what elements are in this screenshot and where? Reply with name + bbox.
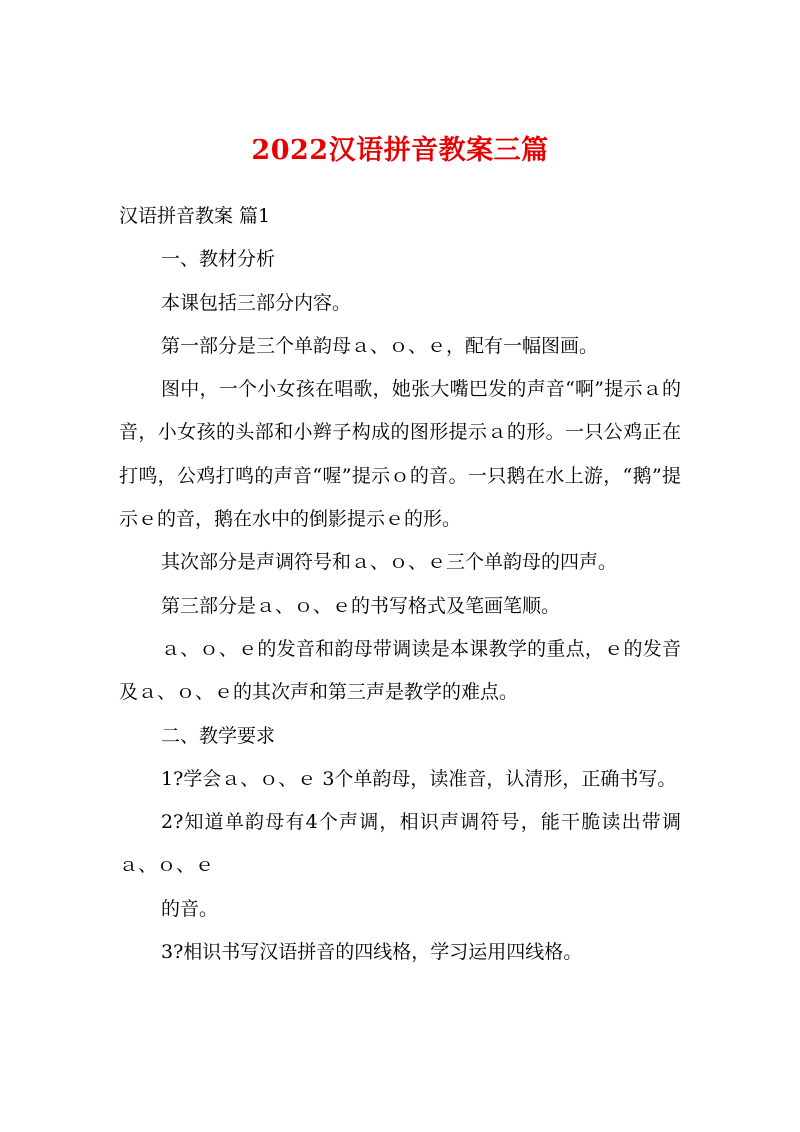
subsection-heading: 一、教材分析 [161,248,276,271]
section-heading: 汉语拼音教案 篇1 [119,205,271,227]
paragraph: 第三部分是ａ、ｏ、ｅ的书写格式及笔画笔顺。 [161,594,561,617]
paragraph: 的音。 [161,897,219,920]
list-item: 1?学会ａ、ｏ、ｅ 3个单韵母，读准音，认清形，正确书写。 [161,767,677,790]
document-body [119,195,681,974]
list-item: 3?相识书写汉语拼音的四线格，学习运用四线格。 [161,941,583,964]
list-item: 2?知道单韵母有4个声调，相识声调符号，能干脆读出带调ａ、ｏ、ｅ [119,811,681,877]
paragraph: 图中，一个小女孩在唱歌，她张大嘴巴发的声音“啊”提示ａ的音，小女孩的头部和小辫子构成的图形提示ａ的形。一只公鸡正在打鸣，公鸡打鸣的声音“喔”提示ｏ的音。一只鹅在水上游，“鹅”提示ｅ的音，鹅在水中的倒影提示ｅ的形。 [119,378,681,531]
paragraph: ａ、ｏ、ｅ的发音和韵母带调读是本课教学的重点，ｅ的发音及ａ、ｏ、ｅ的其次声和第三声是教学的难点。 [119,637,681,704]
subsection-heading: 二、教学要求 [161,724,276,747]
paragraph: 其次部分是声调符号和ａ、ｏ、ｅ三个单韵母的四声。 [161,551,618,574]
document-title: 2022汉语拼音教案三篇 [251,135,549,166]
paragraph: 第一部分是三个单韵母ａ、ｏ、ｅ，配有一幅图画。 [161,334,599,357]
paragraph: 本课包括三部分内容。 [161,291,352,314]
